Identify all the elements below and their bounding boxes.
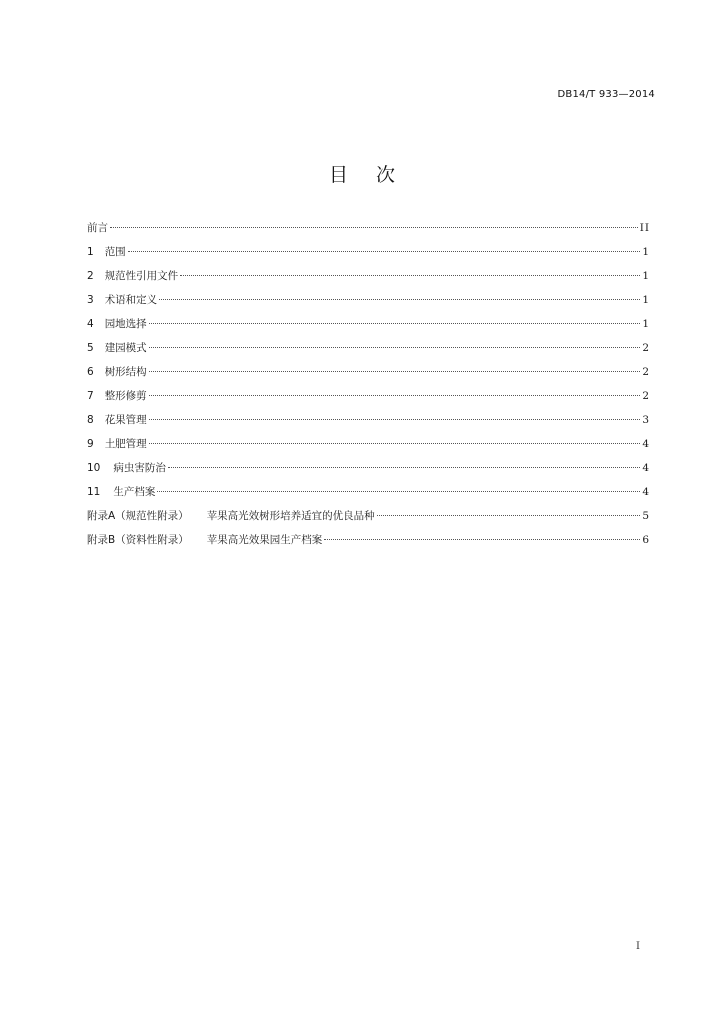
toc-entry[interactable] [87,458,650,482]
toc-leader-dots [180,275,640,276]
toc-entry-page: 5 [642,510,650,522]
toc-entry-title: 土肥管理 [104,438,147,450]
document-code: DB14/T 933—2014 [557,89,655,100]
toc-leader-dots [149,323,641,324]
toc-entry-number: 7 [87,390,94,402]
toc-entry[interactable] [87,434,650,458]
toc-leader-dots [149,347,641,348]
toc-entry[interactable] [87,290,650,314]
toc-leader-dots [110,227,638,228]
toc-entry-number: 5 [87,342,94,354]
toc-entry-page: 3 [642,414,650,426]
toc-entry[interactable] [87,314,650,338]
toc-leader-dots [128,251,641,252]
table-of-contents [87,218,650,554]
toc-entry-title: 建园模式 [104,342,147,354]
toc-entry-page: 1 [642,246,650,258]
toc-entry-title: 苹果高光效果园生产档案 [206,534,323,546]
toc-entry-page: 1 [642,270,650,282]
toc-entry-number: 10 [87,462,101,474]
toc-entry-title: 生产档案 [113,486,156,498]
toc-leader-dots [149,371,641,372]
toc-entry-title: 花果管理 [104,414,147,426]
toc-leader-dots [149,419,641,420]
toc-leader-dots [168,467,640,468]
toc-entry[interactable] [87,410,650,434]
toc-leader-dots [149,395,641,396]
toc-entry-page: 2 [642,390,650,402]
toc-entry[interactable] [87,242,650,266]
toc-leader-dots [157,491,640,492]
toc-entry[interactable] [87,530,650,554]
toc-entry-number: 2 [87,270,94,282]
toc-entry-number: 8 [87,414,94,426]
toc-leader-dots [324,539,640,540]
toc-entry[interactable] [87,362,650,386]
toc-entry-title: 术语和定义 [104,294,158,306]
toc-entry-number: 9 [87,438,94,450]
toc-entry-title: 苹果高光效树形培养适宜的优良品种 [206,510,375,522]
toc-leader-dots [159,299,640,300]
toc-entry-page: 4 [642,462,650,474]
toc-entry[interactable] [87,386,650,410]
toc-entry-page: 2 [642,366,650,378]
toc-entry-title: 树形结构 [104,366,147,378]
toc-entry-page: 6 [642,534,650,546]
page-title: 目次 [328,164,423,186]
toc-entry[interactable] [87,506,650,530]
toc-leader-dots [149,443,641,444]
toc-entry-number: 3 [87,294,94,306]
toc-entry-number: 附录A（规范性附录） [87,510,189,522]
toc-entry-page: 2 [642,342,650,354]
toc-entry-title: 园地选择 [104,318,147,330]
toc-leader-dots [377,515,641,516]
toc-entry[interactable] [87,482,650,506]
toc-entry-number: 6 [87,366,94,378]
toc-entry-number: 附录B（资料性附录） [87,534,189,546]
toc-entry-title: 范围 [104,246,126,258]
toc-entry-title: 前言 [87,222,108,234]
toc-entry-title: 规范性引用文件 [104,270,179,282]
toc-entry[interactable] [87,218,650,242]
toc-entry-page: 4 [642,486,650,498]
toc-entry-number: 1 [87,246,94,258]
toc-entry-number: 4 [87,318,94,330]
toc-entry-title: 病虫害防治 [113,462,166,474]
page-number: I [636,941,640,952]
toc-entry[interactable] [87,338,650,362]
toc-entry-page: 1 [642,294,650,306]
toc-entry[interactable] [87,266,650,290]
toc-entry-number: 11 [87,486,101,498]
toc-entry-page: 1 [642,318,650,330]
toc-entry-title: 整形修剪 [104,390,147,402]
toc-entry-page: 4 [642,438,650,450]
toc-entry-page: II [639,222,650,234]
